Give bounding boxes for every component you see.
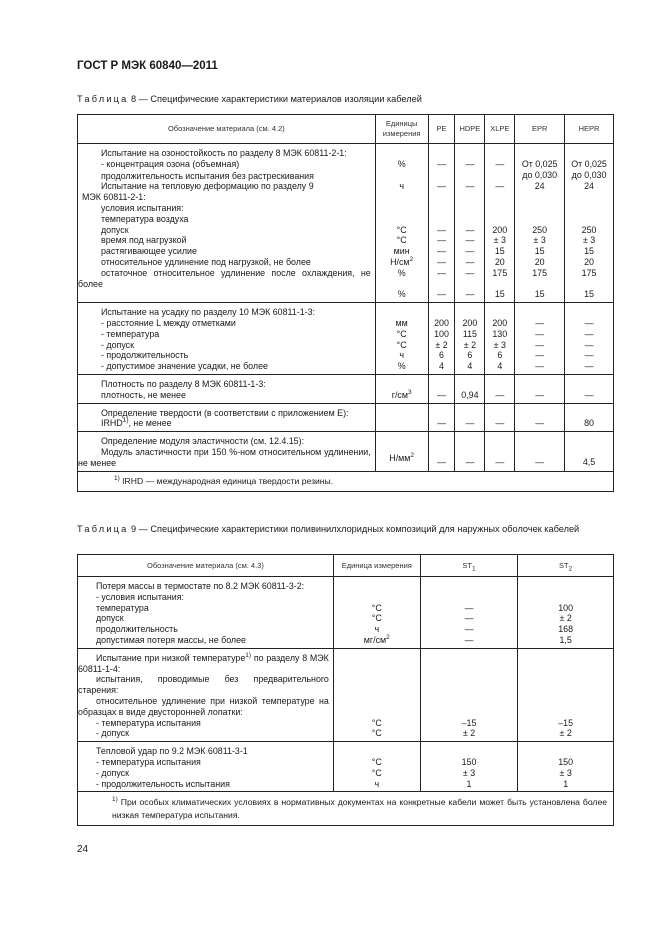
unit-cell: °С °С ч $мг/см^2$	[333, 577, 420, 649]
col-unit: Единица измерения	[333, 555, 420, 577]
hdpe-cell: 200 115 ± 2 6 4	[455, 303, 485, 375]
unit-cell: $г/см^3$	[375, 374, 428, 403]
col-material: Обозначение материала (см. 4.3)	[78, 555, 334, 577]
xlpe-cell: — — 200 ± 3 15 20 175 15	[485, 144, 515, 303]
epr-cell: — — — — —	[515, 303, 565, 375]
col-pe: PE	[428, 115, 455, 144]
col-epr: EPR	[515, 115, 565, 144]
hepr-cell: 80	[565, 403, 614, 432]
table-row	[78, 432, 614, 471]
hepr-cell: —	[565, 374, 614, 403]
footnote-row	[78, 471, 614, 492]
table-row	[78, 144, 614, 303]
col-unit: Единицы измерения	[375, 115, 428, 144]
hepr-cell: — — — — —	[565, 303, 614, 375]
table-9	[77, 554, 614, 826]
description-cell: Определение модуля эластичности (см. 12.4.15): Модуль эластичности при 150 %-ном относительном удлинении, не менее	[78, 432, 376, 471]
table-8	[77, 114, 614, 492]
st2-cell: 150 ± 3 1	[518, 742, 614, 792]
footnote: $^{1)}$ При особых климатических условиях в нормативных документах на конкретные кабели может быть установлена более низкая температура испытания.	[78, 792, 614, 826]
page-number: 24	[77, 844, 89, 855]
description-cell: Тепловой удар по 9.2 МЭК 60811-3-1 - температура испытания - допуск - продолжительность испытания	[78, 742, 334, 792]
col-st2: $ST_2$	[518, 555, 614, 577]
caption-number: 8	[131, 94, 137, 104]
caption-text: — Специфические характеристики поливинилхлоридных композиций для наружных оболочек кабелей	[136, 524, 580, 534]
table-row	[78, 577, 614, 649]
col-hepr: HEPR	[565, 115, 614, 144]
unit-cell	[375, 403, 428, 432]
caption-text: — Специфические характеристики материалов изоляции кабелей	[136, 94, 422, 104]
caption-word: Таблица	[77, 94, 129, 104]
description-cell: Потеря массы в термостате по 8.2 МЭК 60811-3-2: - условия испытания: температура допуск продолжительность допустимая потеря массы, не более	[78, 577, 334, 649]
pe-cell: —	[428, 403, 455, 432]
hdpe-cell: 0,94	[455, 374, 485, 403]
description-cell: Испытание на озоностойкость по разделу 8 МЭК 60811-2-1: - концентрация озона (объемная) продолжительность испытания без растрескивания Испытание на тепловую деформацию по разделу 9 МЭК 60811-2-1: условия испытания: температура воздуха допуск время под нагрузкой растягивающее усилие относительное удлинение под нагрузкой, не более остаточное относительное удлинение после охлаждения, не более	[78, 144, 376, 303]
table-header-row	[78, 115, 614, 144]
table8-caption	[77, 93, 422, 105]
table-header-row	[78, 555, 614, 577]
table9-caption	[77, 523, 616, 535]
pe-cell: —	[428, 432, 455, 471]
hdpe-cell: — — — — — — — —	[455, 144, 485, 303]
epr-cell: От 0,025 до 0,030 24 250 ± 3 15 20 175 15	[515, 144, 565, 303]
unit-cell: мм °С °С ч %	[375, 303, 428, 375]
unit-cell: $Н/мм^2$	[375, 432, 428, 471]
xlpe-cell: —	[485, 374, 515, 403]
st2-cell: –15 ± 2	[518, 648, 614, 741]
description-cell: Плотность по разделу 8 МЭК 60811-1-3: плотность, не менее	[78, 374, 376, 403]
document-header: ГОСТ Р МЭК 60840—2011	[77, 60, 218, 72]
col-xlpe: XLPE	[485, 115, 515, 144]
hepr-cell: 4,5	[565, 432, 614, 471]
table-row	[78, 374, 614, 403]
footnote-row	[78, 792, 614, 826]
table-row	[78, 303, 614, 375]
col-st1: $ST_1$	[420, 555, 518, 577]
table-row	[78, 648, 614, 741]
xlpe-cell: —	[485, 432, 515, 471]
xlpe-cell: —	[485, 403, 515, 432]
st1-cell: 150 ± 3 1	[420, 742, 518, 792]
hdpe-cell: —	[455, 432, 485, 471]
st1-cell: –15 ± 2	[420, 648, 518, 741]
description-cell: Испытание на усадку по разделу 10 МЭК 60811-1-3: - расстояние L между отметками - температура - допуск - продолжительность - допустимое значение усадки, не более	[78, 303, 376, 375]
table-row	[78, 403, 614, 432]
unit-cell: °С °С	[333, 648, 420, 741]
st2-cell: 100 ± 2 168 1,5	[518, 577, 614, 649]
footnote: $^{1)}$ IRHD — международная единица твердости резины.	[78, 471, 614, 492]
epr-cell: —	[515, 432, 565, 471]
description-cell: Определение твердости (в соответствии с приложением Е): IRHD$^{1)}$, не менее	[78, 403, 376, 432]
col-material: Обозначение материала (см. 4.2)	[78, 115, 376, 144]
pe-cell: — — — — — — — —	[428, 144, 455, 303]
unit-cell: °С °С ч	[333, 742, 420, 792]
caption-word: Таблица	[77, 524, 129, 534]
pe-cell: 200 100 ± 2 6 4	[428, 303, 455, 375]
table-row	[78, 742, 614, 792]
epr-cell: —	[515, 403, 565, 432]
hepr-cell: От 0,025 до 0,030 24 250 ± 3 15 20 175 15	[565, 144, 614, 303]
pe-cell: —	[428, 374, 455, 403]
hdpe-cell: —	[455, 403, 485, 432]
unit-cell: % ч °С °С мин $Н/см^2$ % %	[375, 144, 428, 303]
caption-number: 9	[131, 524, 137, 534]
epr-cell: —	[515, 374, 565, 403]
col-hdpe: HDPE	[455, 115, 485, 144]
description-cell: Испытание при низкой температуре$^{1)}$ по разделу 8 МЭК 60811-1-4: испытания, проводимые без предварительного старения: относительное удлинение при низкой температуре на образцах в виде двусторонней лопатки: - температура испытания - допуск	[78, 648, 334, 741]
st1-cell: — — — —	[420, 577, 518, 649]
xlpe-cell: 200 130 ± 3 6 4	[485, 303, 515, 375]
